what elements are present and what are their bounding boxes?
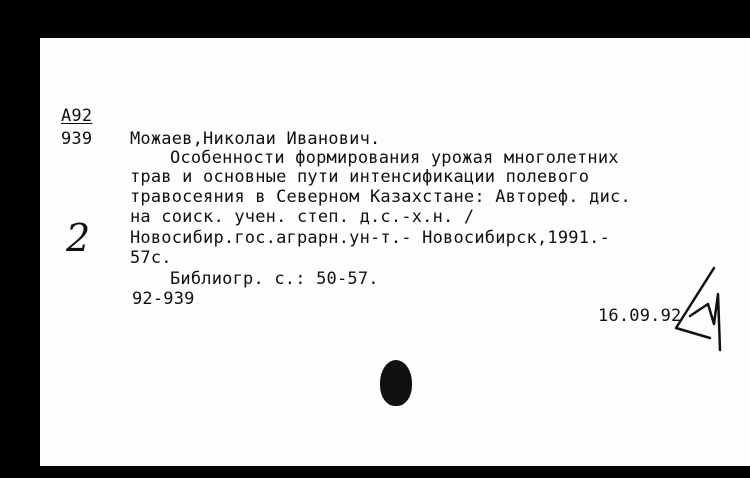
author: Можаев,Николаи Иванович. bbox=[130, 129, 381, 149]
signature-mark bbox=[670, 264, 730, 354]
title-line-3: травосеяния в Северном Казахстане: Автореф. дис. bbox=[130, 187, 631, 207]
shelfmark-line-1: А92 bbox=[61, 106, 93, 126]
title-line-4: на соиск. учен. степ. д.с.-х.н. / bbox=[130, 207, 475, 227]
catalog-card bbox=[40, 38, 750, 466]
title-line-5: Новосибир.гос.аграрн.ун-т.- Новосибирск,1991.- bbox=[130, 228, 611, 248]
shelfmark-line-2: 939 bbox=[61, 129, 93, 149]
title-line-1: Особенности формирования урожая многолетних bbox=[170, 148, 619, 168]
catalog-number: 92-939 bbox=[132, 289, 195, 309]
title-line-2: трав и основные пути интенсификации полевого bbox=[130, 167, 590, 187]
card-date: 16.09.92 bbox=[598, 306, 682, 326]
ink-blot bbox=[380, 360, 412, 406]
title-line-6: 57с. bbox=[130, 248, 172, 268]
handwritten-mark: 2 bbox=[66, 216, 91, 260]
bibliography-note: Библиогр. с.: 50-57. bbox=[170, 269, 379, 289]
